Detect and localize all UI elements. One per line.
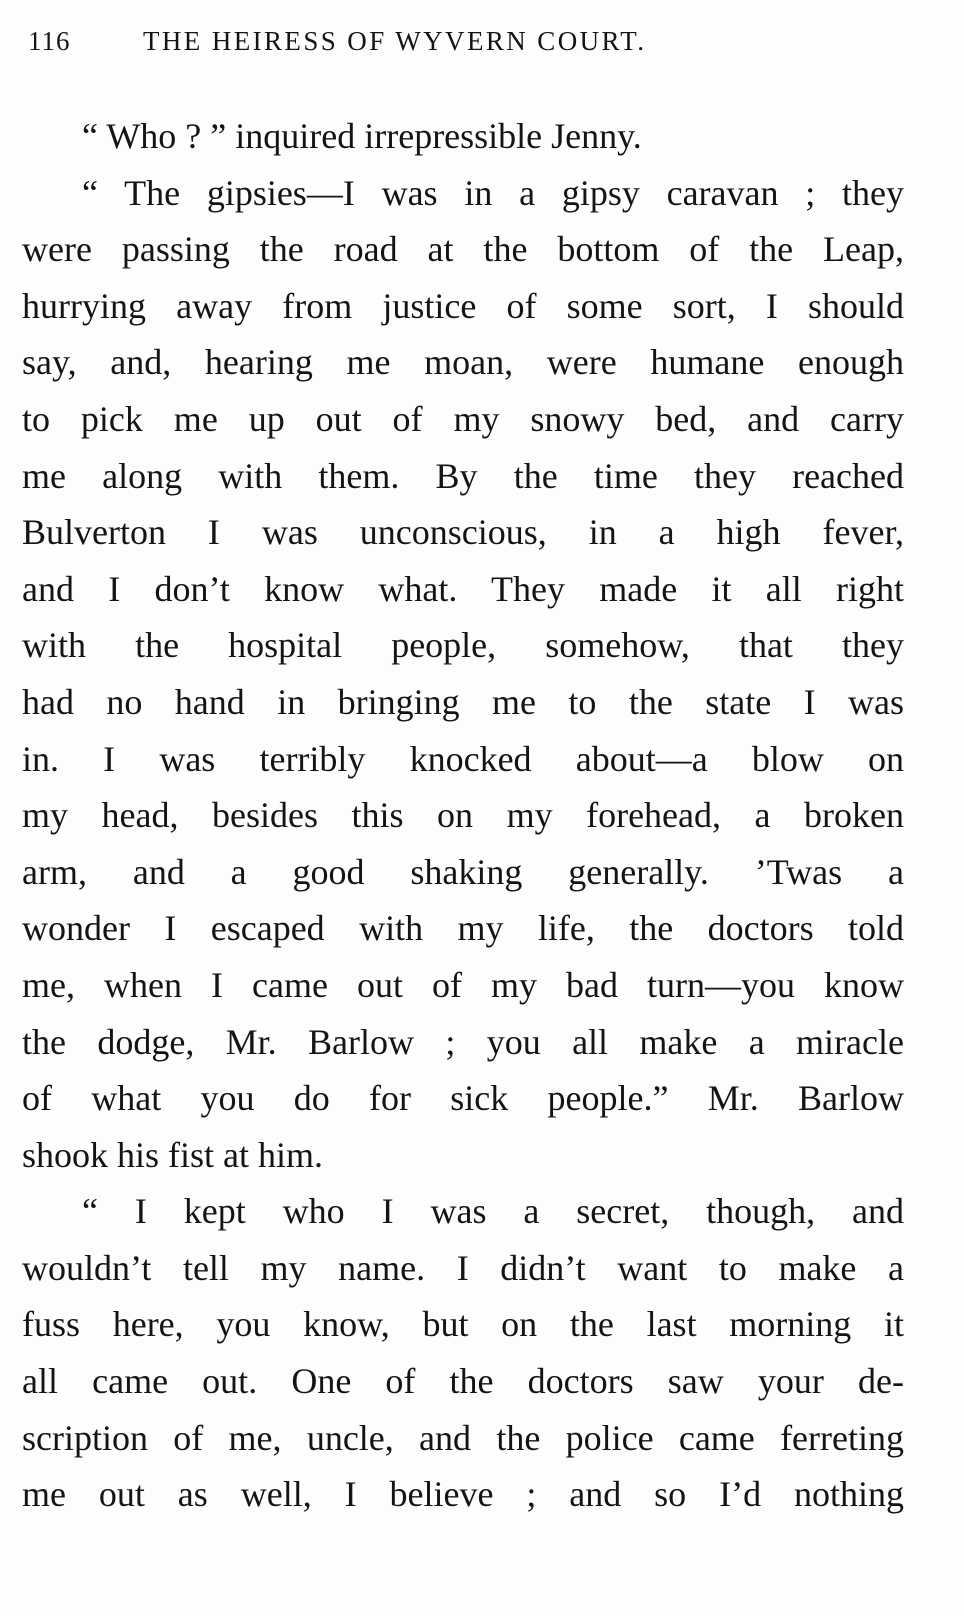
page-number: 116 [28,26,71,56]
text-line: wouldn’t tell my name. I didn’t want to make a [22,1247,904,1288]
running-title: THE HEIRESS OF WYVERN COURT. [143,26,647,56]
running-head [28,26,928,66]
text-line: had no hand in bringing me to the state I was [22,681,904,722]
text-line: me out as well, I believe ; and so I’d nothing [22,1474,904,1515]
text-line: in. I was terribly knocked about—a blow on [22,738,904,779]
text-line: and I don’t know what. They made it all right [22,568,904,609]
text-line: were passing the road at the bottom of the Leap, [22,229,904,270]
text-line: “ Who ? ” inquired irrepressible Jenny. [82,116,642,156]
text-line: me, when I came out of my bad turn—you know [22,964,904,1005]
text-line: scription of me, uncle, and the police came ferreting [22,1417,904,1458]
text-line: fuss here, you know, but on the last morning it [22,1304,904,1345]
text-line: say, and, hearing me moan, were humane enough [22,342,904,383]
text-line: all came out. One of the doctors saw your de- [22,1361,904,1402]
text-line: with the hospital people, somehow, that they [22,625,904,666]
body-text [22,108,904,1523]
text-line: the dodge, Mr. Barlow ; you all make a miracle [22,1021,904,1062]
text-line: of what you do for sick people.” Mr. Barlow [22,1078,904,1119]
text-line: Bulverton I was unconscious, in a high fever, [22,512,904,553]
text-line: shook his fist at him. [22,1134,324,1175]
text-line: arm, and a good shaking generally. ’Twas a [22,851,904,892]
text-line: me along with them. By the time they reached [22,455,904,496]
text-line: hurrying away from justice of some sort, I should [22,285,904,326]
text-line: “ I kept who I was a secret, though, and [82,1191,904,1232]
text-line: to pick me up out of my snowy bed, and carry [22,398,904,439]
text-line: “ The gipsies—I was in a gipsy caravan ; they [82,172,904,213]
text-line: wonder I escaped with my life, the doctors told [22,908,904,949]
text-line: my head, besides this on my forehead, a broken [22,795,904,836]
